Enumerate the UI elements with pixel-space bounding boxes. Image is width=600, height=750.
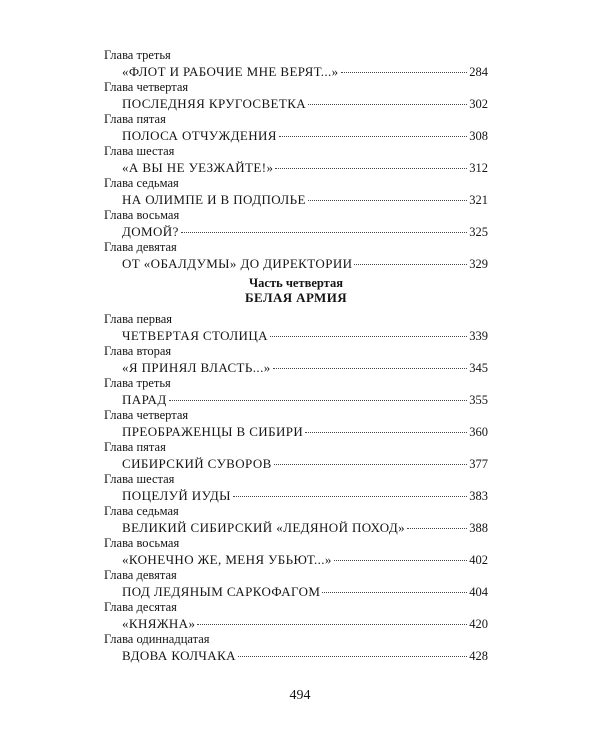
dot-leader <box>322 592 467 593</box>
toc-entry <box>104 240 488 272</box>
chapter-title: ВДОВА КОЛЧАКА <box>122 648 236 663</box>
chapter-label: Глава восьмая <box>104 208 180 222</box>
toc-entry <box>104 408 488 440</box>
dot-leader <box>407 528 467 529</box>
chapter-label: Глава вторая <box>104 344 172 358</box>
dot-leader <box>233 496 467 497</box>
toc-entry <box>104 312 488 344</box>
chapter-page-number: 339 <box>469 329 488 343</box>
toc-entry <box>104 504 488 536</box>
chapter-page-number: 312 <box>469 161 488 175</box>
chapter-title: ПОЦЕЛУЙ ИУДЫ <box>122 488 231 503</box>
chapter-label: Глава шестая <box>104 472 175 486</box>
toc-entry <box>104 208 488 240</box>
chapter-page-number: 329 <box>469 257 488 271</box>
toc-entry <box>104 48 488 80</box>
chapter-title: ПАРАД <box>122 392 167 407</box>
chapter-label: Глава третья <box>104 48 171 62</box>
dot-leader <box>354 264 467 265</box>
toc-entry <box>104 472 488 504</box>
dot-leader <box>308 200 467 201</box>
toc-entry <box>104 440 488 472</box>
toc-entry <box>104 600 488 632</box>
toc-section-part-four <box>104 312 488 664</box>
part-subtitle: Часть четвертая <box>249 276 343 290</box>
dot-leader <box>238 656 467 657</box>
toc-section-continued <box>104 48 488 272</box>
chapter-label: Глава пятая <box>104 440 166 454</box>
dot-leader <box>273 368 468 369</box>
chapter-page-number: 383 <box>469 489 488 503</box>
chapter-label: Глава седьмая <box>104 176 179 190</box>
chapter-page-number: 377 <box>469 457 488 471</box>
dot-leader <box>305 432 467 433</box>
chapter-label: Глава шестая <box>104 144 175 158</box>
chapter-line <box>122 191 488 208</box>
chapter-page-number: 284 <box>469 65 488 79</box>
chapter-line <box>122 647 488 664</box>
chapter-label: Глава восьмая <box>104 536 180 550</box>
chapter-page-number: 402 <box>469 553 488 567</box>
chapter-title: «Я ПРИНЯЛ ВЛАСТЬ...» <box>122 360 271 375</box>
chapter-page-number: 325 <box>469 225 488 239</box>
chapter-line <box>122 391 488 408</box>
dot-leader <box>169 400 468 401</box>
toc-entry <box>104 568 488 600</box>
chapter-line <box>122 487 488 504</box>
dot-leader <box>275 168 467 169</box>
chapter-label: Глава десятая <box>104 600 177 614</box>
chapter-line <box>122 455 488 472</box>
toc-entry <box>104 632 488 664</box>
chapter-line <box>122 327 488 344</box>
chapter-title: ПОЛОСА ОТЧУЖДЕНИЯ <box>122 128 277 143</box>
chapter-line <box>122 223 488 240</box>
chapter-title: ОТ «ОБАЛДУМЫ» ДО ДИРЕКТОРИИ <box>122 256 353 271</box>
chapter-page-number: 321 <box>469 193 488 207</box>
dot-leader <box>334 560 467 561</box>
toc-entry <box>104 112 488 144</box>
chapter-page-number: 308 <box>469 129 488 143</box>
dot-leader <box>181 232 467 233</box>
chapter-title: ЧЕТВЕРТАЯ СТОЛИЦА <box>122 328 268 343</box>
chapter-label: Глава первая <box>104 312 173 326</box>
chapter-page-number: 404 <box>469 585 488 599</box>
chapter-line <box>122 127 488 144</box>
part-heading <box>104 272 488 312</box>
chapter-line <box>122 423 488 440</box>
chapter-line <box>122 255 488 272</box>
toc-entry <box>104 144 488 176</box>
toc-entry <box>104 176 488 208</box>
chapter-title: ДОМОЙ? <box>122 224 179 239</box>
chapter-page-number: 388 <box>469 521 488 535</box>
chapter-page-number: 302 <box>469 97 488 111</box>
chapter-title: СИБИРСКИЙ СУВОРОВ <box>122 456 272 471</box>
chapter-line <box>122 63 488 80</box>
chapter-line <box>122 359 488 376</box>
chapter-line <box>122 95 488 112</box>
chapter-label: Глава четвертая <box>104 408 189 422</box>
part-title: БЕЛАЯ АРМИЯ <box>244 290 348 305</box>
chapter-line <box>122 615 488 632</box>
chapter-label: Глава одиннадцатая <box>104 632 210 646</box>
chapter-line <box>122 159 488 176</box>
chapter-line <box>122 519 488 536</box>
chapter-page-number: 355 <box>469 393 488 407</box>
dot-leader <box>308 104 467 105</box>
chapter-title: «КОНЕЧНО ЖЕ, МЕНЯ УБЬЮТ...» <box>122 552 332 567</box>
chapter-page-number: 420 <box>469 617 488 631</box>
chapter-label: Глава пятая <box>104 112 166 126</box>
chapter-title: «А ВЫ НЕ УЕЗЖАЙТЕ!» <box>122 160 274 175</box>
chapter-title: «КНЯЖНА» <box>122 616 196 631</box>
toc-entry <box>104 536 488 568</box>
toc-entry <box>104 376 488 408</box>
dot-leader <box>274 464 468 465</box>
toc-entry <box>104 344 488 376</box>
chapter-title: ВЕЛИКИЙ СИБИРСКИЙ «ЛЕДЯНОЙ ПОХОД» <box>122 520 406 535</box>
chapter-label: Глава девятая <box>104 568 177 582</box>
table-of-contents <box>104 48 488 664</box>
chapter-title: ПРЕОБРАЖЕНЦЫ В СИБИРИ <box>122 424 304 439</box>
chapter-title: ПОСЛЕДНЯЯ КРУГОСВЕТКА <box>122 96 307 111</box>
chapter-label: Глава четвертая <box>104 80 189 94</box>
chapter-page-number: 428 <box>469 649 488 663</box>
chapter-label: Глава девятая <box>104 240 177 254</box>
toc-entry <box>104 80 488 112</box>
chapter-page-number: 360 <box>469 425 488 439</box>
chapter-label: Глава седьмая <box>104 504 179 518</box>
chapter-title: НА ОЛИМПЕ И В ПОДПОЛЬЕ <box>122 192 306 207</box>
chapter-line <box>122 551 488 568</box>
chapter-line <box>122 583 488 600</box>
dot-leader <box>270 336 467 337</box>
page-number: 494 <box>289 688 311 703</box>
chapter-title: ПОД ЛЕДЯНЫМ САРКОФАГОМ <box>122 584 321 599</box>
dot-leader <box>197 624 467 625</box>
chapter-page-number: 345 <box>469 361 488 375</box>
chapter-label: Глава третья <box>104 376 171 390</box>
dot-leader <box>341 72 468 73</box>
dot-leader <box>279 136 467 137</box>
chapter-title: «ФЛОТ И РАБОЧИЕ МНЕ ВЕРЯТ...» <box>122 64 339 79</box>
